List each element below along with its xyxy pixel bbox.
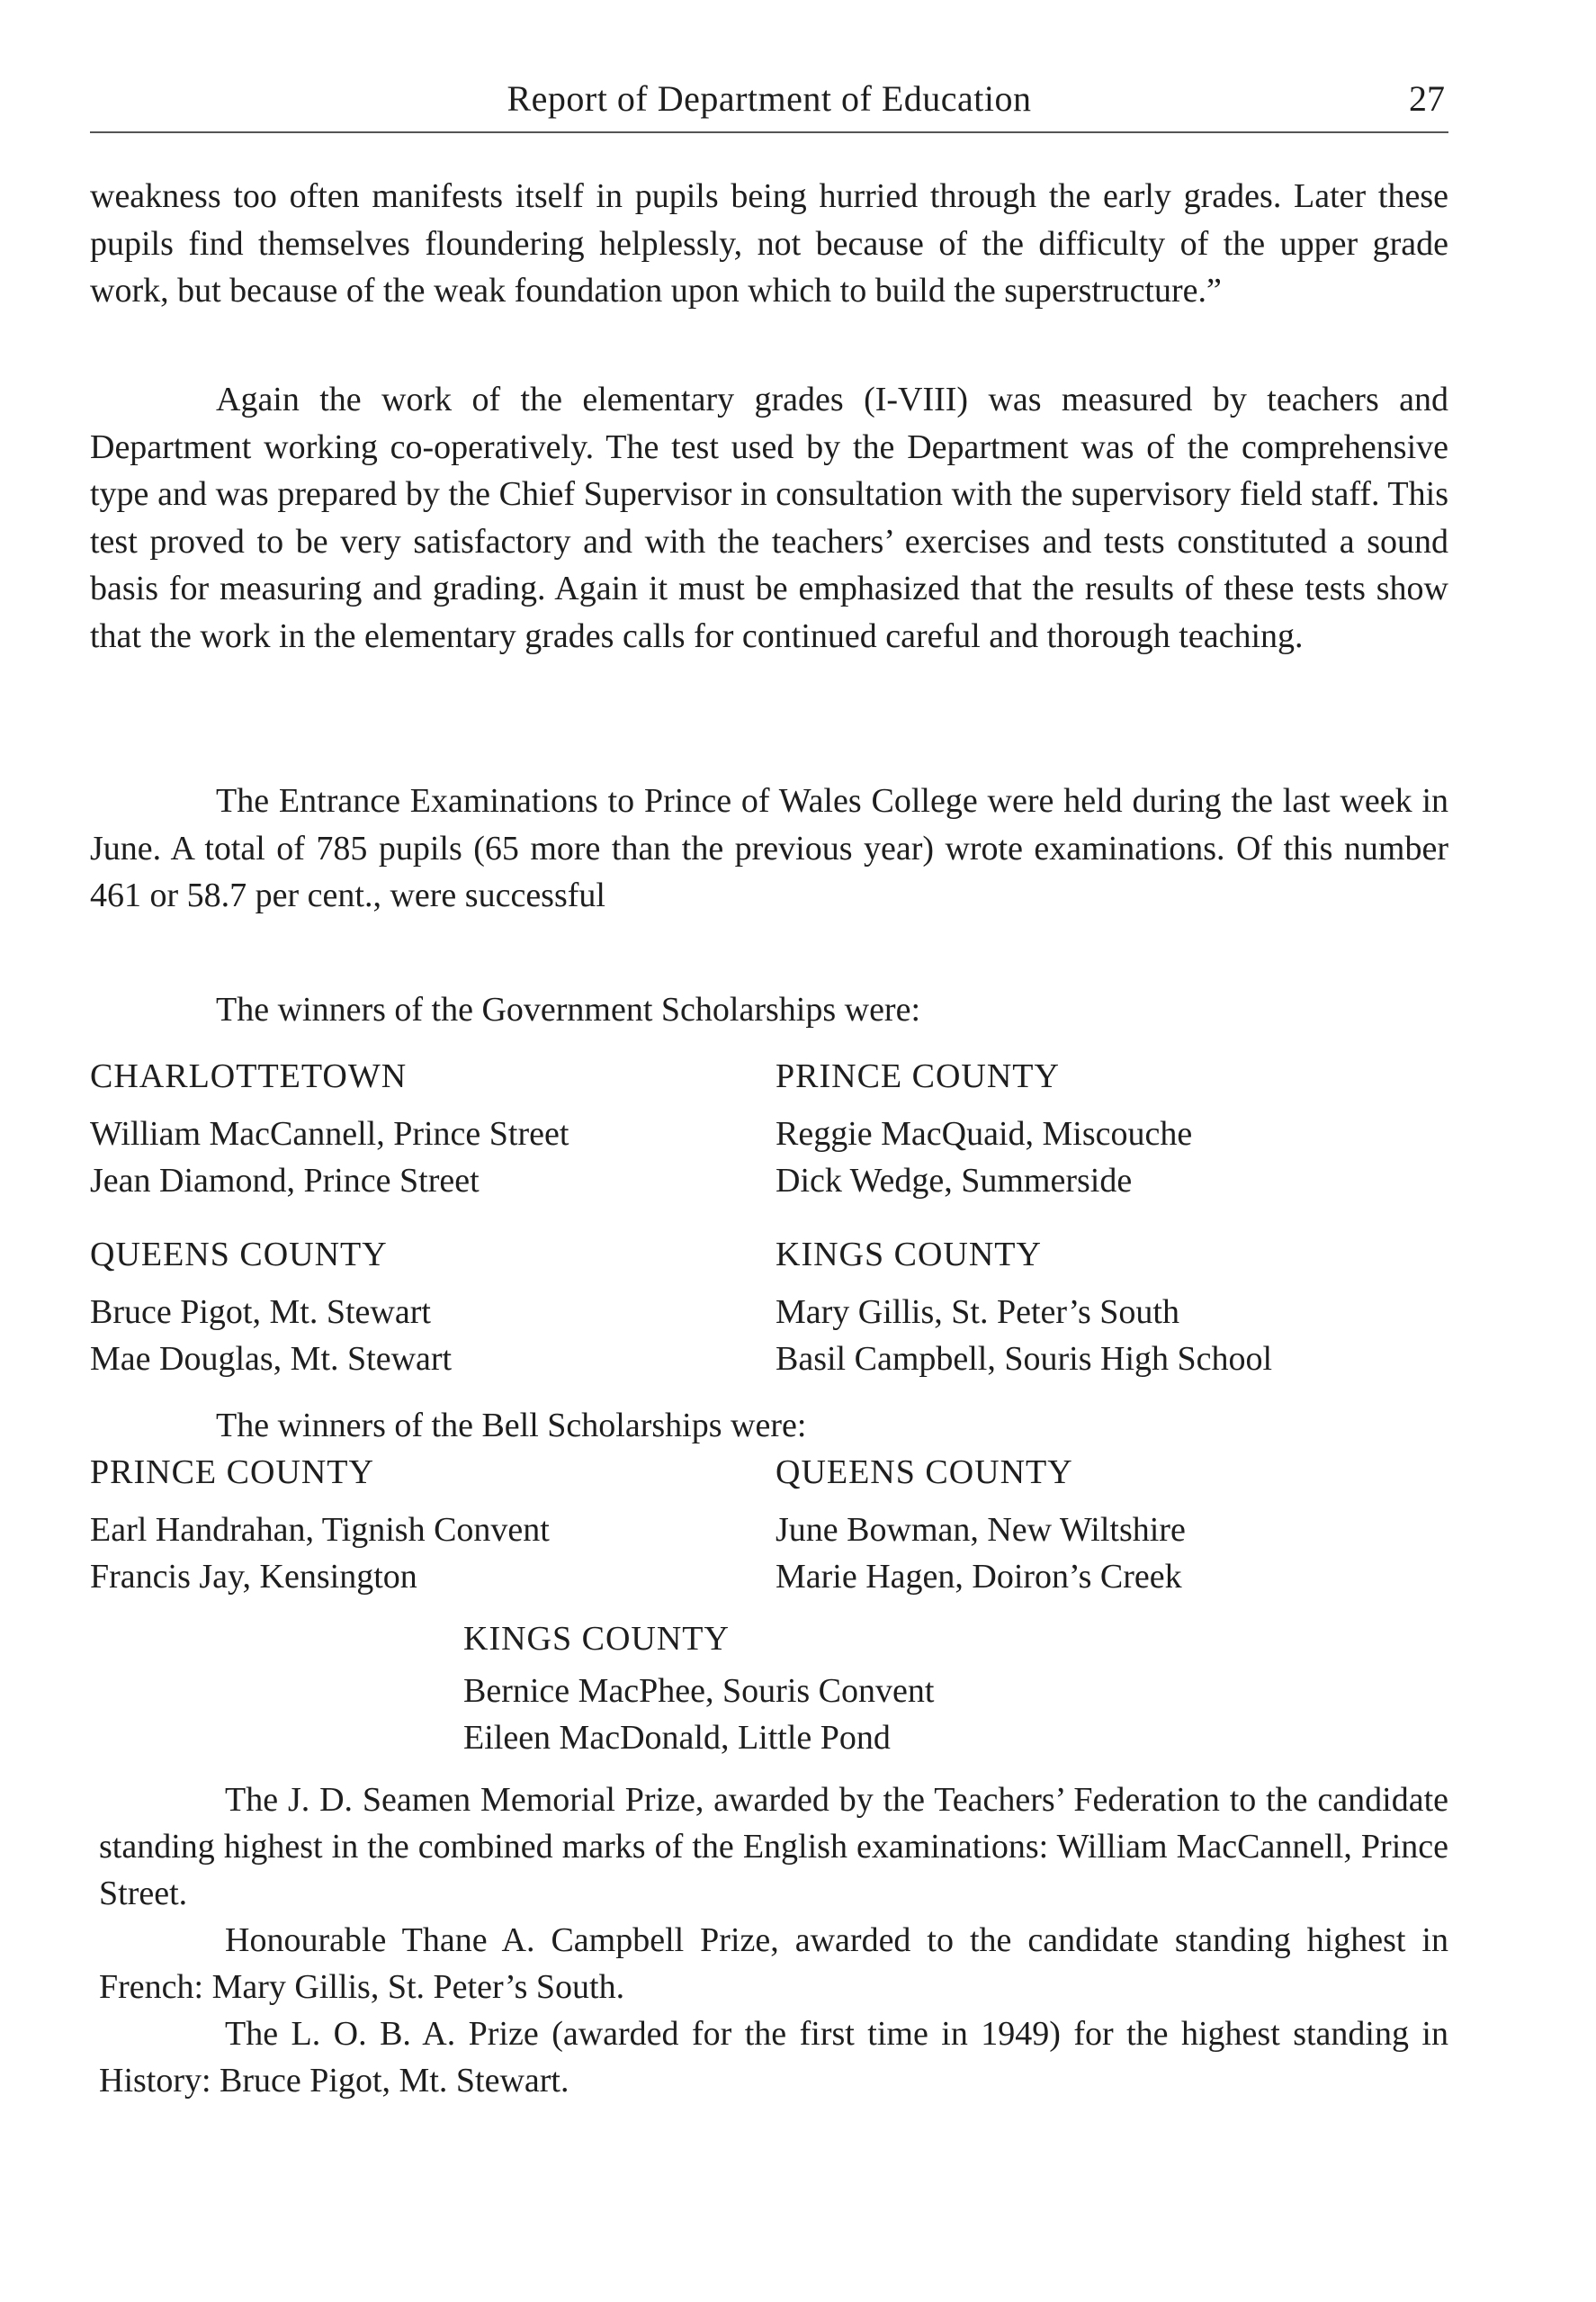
- page-header: [90, 77, 1448, 133]
- bell-kings-county-winner: Bernice MacPhee, Souris Convent: [463, 1672, 935, 1710]
- bell-queens-county-winner: Marie Hagen, Doiron’s Creek: [776, 1558, 1182, 1596]
- bell-queens-county-heading: QUEENS COUNTY: [776, 1453, 1073, 1491]
- page-number: 27: [1409, 78, 1445, 119]
- bell-kings-county-heading: KINGS COUNTY: [463, 1620, 730, 1658]
- gov-charlottetown-winner: William MacCannell, Prince Street: [90, 1115, 569, 1153]
- government-scholarships-intro: The winners of the Government Scholarships were:: [216, 991, 921, 1029]
- bell-kings-county-winner: Eileen MacDonald, Little Pond: [463, 1719, 891, 1757]
- bell-prince-county-block: [90, 1449, 774, 1600]
- bell-kings-county-block: [463, 1615, 1273, 1761]
- paragraph-weakness: weakness too often manifests itself in pupils being hurried through the early grades. Later these pupils find themselves floundering helplessly, not because of the difficulty of the upper grade work, but because of the weak foundation upon which to build the superstructure.”: [90, 177, 1448, 310]
- gov-prince-county-winner: Reggie MacQuaid, Miscouche: [776, 1115, 1193, 1153]
- bell-queens-county-block: [776, 1449, 1459, 1600]
- paragraph-elementary-grades: Again the work of the elementary grades (I-VIII) was measured by teachers and Department working co-operatively. The test used by the Department was of the comprehensive type and was prepared by the Chief Supervisor in consultation with the supervisory field staff. This test proved to be very satisfactory and with the teachers’ exercises and tests constituted a sound basis for measuring and grading. Again it must be emphasized that the results of these tests show that the work in the elementary grades calls for continued careful and thorough teaching.: [90, 381, 1448, 655]
- gov-queens-county-winner: Mae Douglas, Mt. Stewart: [90, 1340, 453, 1378]
- gov-queens-county-heading: QUEENS COUNTY: [90, 1236, 388, 1273]
- gov-prince-county-winner: Dick Wedge, Summerside: [776, 1162, 1133, 1200]
- bell-prince-county-heading: PRINCE COUNTY: [90, 1453, 374, 1491]
- gov-kings-county-heading: KINGS COUNTY: [776, 1236, 1042, 1273]
- gov-charlottetown-block: [90, 1053, 774, 1204]
- prize-loba: The L. O. B. A. Prize (awarded for the first time in 1949) for the highest standing in History: Bruce Pigot, Mt. Stewart.: [99, 2015, 1448, 2100]
- gov-kings-county-winner: Mary Gillis, St. Peter’s South: [776, 1293, 1179, 1331]
- gov-kings-county-winner: Basil Campbell, Souris High School: [776, 1340, 1273, 1378]
- bell-prince-county-winner: Earl Handrahan, Tignish Convent: [90, 1511, 550, 1549]
- bell-queens-county-winner: June Bowman, New Wiltshire: [776, 1511, 1186, 1549]
- gov-queens-county-block: [90, 1231, 774, 1382]
- gov-prince-county-block: [776, 1053, 1459, 1204]
- gov-charlottetown-winner: Jean Diamond, Prince Street: [90, 1162, 480, 1200]
- gov-charlottetown-heading: CHARLOTTETOWN: [90, 1057, 408, 1095]
- gov-queens-county-winner: Bruce Pigot, Mt. Stewart: [90, 1293, 431, 1331]
- bell-prince-county-winner: Francis Jay, Kensington: [90, 1558, 417, 1596]
- prize-seamen-memorial: The J. D. Seamen Memorial Prize, awarded by the Teachers’ Federation to the candidate standing highest in the combined marks of the English examinations: William MacCannell, Prince Street.: [99, 1781, 1448, 1912]
- gov-kings-county-block: [776, 1231, 1459, 1382]
- bell-scholarships-intro: The winners of the Bell Scholarships were:: [216, 1407, 807, 1444]
- prize-thane-campbell: Honourable Thane A. Campbell Prize, awarded to the candidate standing highest in French: Mary Gillis, St. Peter’s South.: [99, 1921, 1448, 2006]
- paragraph-entrance-examinations: The Entrance Examinations to Prince of Wales College were held during the last week in June. A total of 785 pupils (65 more than the previous year) wrote examinations. Of this number 461 or 58.7 per cent., were successful: [90, 782, 1448, 914]
- running-title: Report of Department of Education: [507, 78, 1032, 119]
- gov-prince-county-heading: PRINCE COUNTY: [776, 1057, 1060, 1095]
